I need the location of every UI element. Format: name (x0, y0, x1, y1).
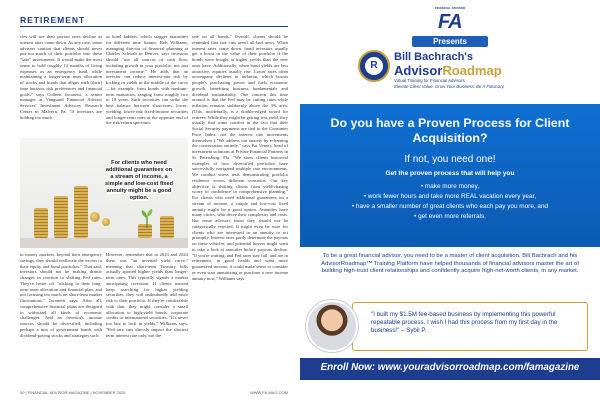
ad-header (300, 0, 600, 104)
brand-name: Bill Bachrach's (394, 51, 474, 63)
paragraph: However, remember that in 2023 and 2024 there was "an inverted yield curve," meaning that short-term Treasury bills actually sported higher yields than longer-term ones. This typically signals a market anticipating recession. If clients instead keep searching for higher yielding securities, they will undoubtedly add more risk to their portfolio. If they're comfortable with that, they might consider a small allocation to high-yield bonds, corporate credits or international securities. "It's never too late to lock in yields," Williams says. "Fed rate cuts directly impact the shortest term interest rate only, not the (106, 252, 188, 338)
coin-stack (74, 186, 88, 238)
ad-subhead: If not, you need one! (404, 154, 496, 165)
coin-stack (54, 196, 68, 238)
testimonial-avatar (306, 300, 358, 352)
testimonial-quote: "I built my $1.5M fee-based business by implementing this powerful repeatable process. I wish I had this process from my first day in the business!" – Sybil P. (371, 311, 558, 334)
benefit-item: • get even more referrals. (414, 213, 486, 220)
section-label: RETIREMENT (20, 15, 86, 25)
enroll-banner[interactable] (300, 358, 600, 380)
fa-logo (430, 6, 470, 34)
benefit-list (300, 182, 600, 222)
advertisement-page (300, 0, 600, 402)
article-column-1-bottom (20, 252, 102, 385)
ad-lead: Get the proven process that will help you (385, 170, 515, 177)
presents-banner: Presents (412, 36, 488, 47)
paragraph: cles will see their payout rates decline as interest rates come down. As any case, some advisors caution that clients should never put too much of their portfolio into these "safe" investments. It would make the most sense to hold roughly 12 months of living expenses as an emergency fund, while maintaining a longer-term asset allocation of stocks and bonds that aligns with [their] time horizon, risk preferences and financial goals," says Colleen Jaconetti, a senior manager at Vanguard Financial Advisor Services' Investment Advisory Research Center in Malvern, Pa. "If investors are holding too much (20, 34, 102, 120)
paragraph: in money markets, beyond their emergency savings, they should reallocate the excess to their equity and bond portfolios." That said, investors should not be making drastic changes in reaction to shifting Fed rates. They're better off "sticking to their long-term asset allocation and financial plan, and not focusing too much on short-term market fluctuations," Jaconetti says. After all, comprehensive financial plans are designed to withstand all kinds of economic challenges. And an investor's income sources should be diversified, including perhaps a mix of government bonds with dividend-paying stocks and strategies such (20, 252, 102, 338)
tagline: Virtual Training for Financial Advisors (394, 78, 465, 83)
coin-stack (160, 216, 174, 238)
ad-blue-panel (300, 104, 600, 247)
ad-headline: Do you have a Proven Process for Client Acquisition? (330, 116, 570, 145)
benefit-item: • make more money, (420, 183, 480, 190)
paragraph: rate on all bonds." Overall, clients should be reminded that rate cuts aren't all bad news. When interest rates come down, bond investors usually get a boost in the value of their portfolio if the bonds were bought at higher yields than the new ones have. Additionally, when bond yields are less attractive, equities usually rise. Lower rates often accompany declines in inflation, which boosts people's purchasing power and fuels economic growth, benefiting business fundamentals and dividend sustainability. One concern this time around is that the Fed may be cutting rates while inflation remains stubbornly above the 3% area. (This, incidentally, is a double-edged sword for retirees. While they might be getting less yield, they usually find some comfort in the fact that their Social Security payments are tied to the Consumer Price Index, not the interest rate movements themselves.) "We address our anxiety by reframing the conversation entirely," says Pat Verney, head of investment solutions at Private Financial Partners in St. Petersburg, Fla. "We show clients historical examples of how diversified portfolios have successfully navigated multiple rate environments. We conduct stress tests demonstrating portfolio resilience across different scenarios. Our key objective is shifting clients from yield-chasing worry to confidence in comprehensive planning." For clients who need additional guarantees on a stream of income, a simple and low-cost fixed annuity might be a good option. Annuities have many critics, who decry their complexity and costs. But some advisors insist they should not be categorically rejected. It might even be wise for clients who are interested in an annuity to act promptly. Interest rates partly determine the payouts on these vehicles, and potential buyers might want to take a look at annuities before payouts decline. "If you're waiting, and Fed rates stay full, and are in retirement, in good health and want more guaranteed income, it could make sense to consider or even start annuitizing or purchase a new income annuity now," Williams says. (192, 34, 288, 281)
pull-quote: For clients who need additional guarantees on a stream of income, a simple and low-cost fixed annuity might be a good option. (104, 160, 174, 201)
brand-product: AdvisorRoadmap (394, 63, 502, 78)
coin-stack (34, 208, 48, 238)
testimonial-box (352, 302, 588, 351)
page-footer (20, 390, 288, 395)
website-url: WWW.FA-MAG.COM (250, 390, 288, 395)
enroll-link[interactable]: Enroll Now: www.youradvisorroadmap.com/famagazine (320, 362, 580, 373)
article-column-2-top (106, 34, 188, 134)
logo-top-text: FINANCIAL ADVISOR (434, 6, 466, 10)
paragraph: as bond ladders, which stagger maturities for different time frames. Rob Williams, managing director of financial planning at Charles Schwab in Denver, says investors should "use all sources of cash flow, including growth in your portfolio, not just investment income." He adds that an investor can reduce interest-rate risk by locking in yields in the middle of the curve—for example, from bonds with medium-term maturities, ranging from roughly two to 10 years. Such securities can strike the best balance between short-term, lower-yielding, lower-risk fixed-income securities and longer-term ones at the opposite end of the risk/return spectrum. (106, 34, 188, 126)
logo-mark: FA (438, 11, 462, 33)
folio: 50 | FINANCIAL ADVISOR MAGAZINE | NOVEMBER 2025 (20, 390, 126, 395)
table-surface (20, 238, 188, 248)
article-column-1-top (20, 34, 102, 134)
benefit-item: • work fewer hours and take more REAL vacation every year, (363, 193, 537, 200)
coin (102, 218, 110, 226)
section-rule (20, 26, 288, 27)
ad-body-copy: To be a great financial advisor, you need to be a master of client acquisition. Bill Bachrach and his AdvisorRoadmap™ Training Platform have helped thousands of financial advisors master the art of building high-trust client relationships and confidently acquire high-net-worth clients, in any market. (321, 253, 579, 274)
article-column-2-bottom (106, 252, 188, 385)
sprout-icon (140, 206, 154, 228)
article-column-3 (192, 34, 288, 386)
bottom-margin (300, 380, 600, 402)
benefit-item: • have a smaller number of great clients who each pay you more, and (351, 203, 549, 210)
coin (90, 212, 100, 222)
roadmap-seal-icon: R (358, 50, 390, 82)
coins-plant-illustration (20, 138, 188, 248)
tagline-secondary: Elevate Client Value. Grow Your Business. Be A Fiduciary. (394, 84, 505, 89)
